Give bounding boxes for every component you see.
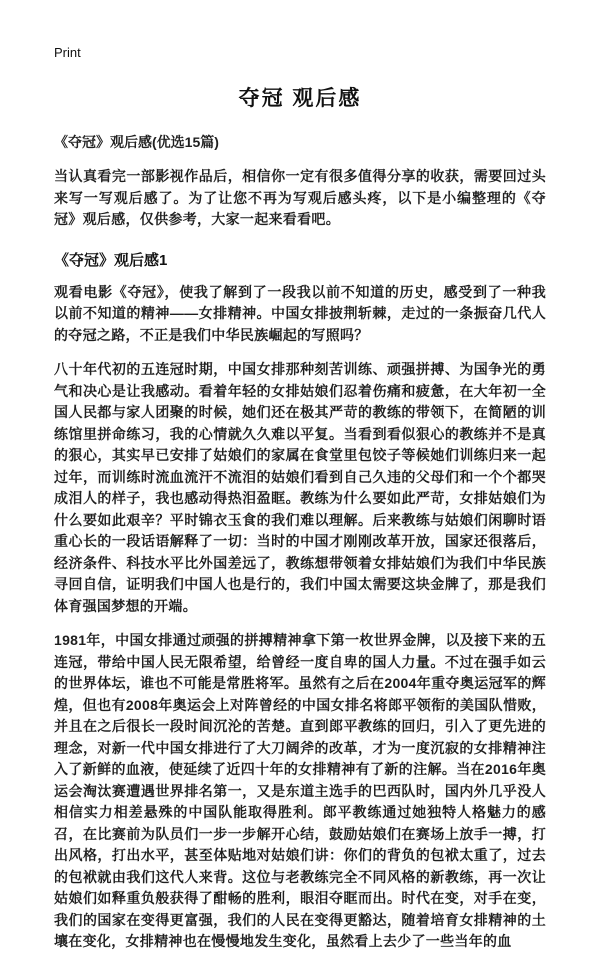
print-button[interactable]: Print [54, 45, 81, 60]
section-heading: 《夺冠》观后感1 [54, 251, 168, 269]
paragraph: 观看电影《夺冠》，使我了解到了一段我以前不知道的历史，感受到了一种我以前不知道的精神——女排精神。中国女排披荆斩棘，走过的一条振奋几代人的夺冠之路，不正是我们中华民族崛起的写照吗？ [54, 283, 546, 343]
paragraph: 八十年代初的五连冠时期，中国女排那种刻苦训练、顽强拼搏、为国争光的勇气和决心是让我感动。看着年轻的女排姑娘们忍着伤痛和疲惫，在大年初一全国人民都与家人团聚的时候，她们还在极其严苛的教练的带领下，在简陋的训练馆里拼命练习，我的心情就久久难以平复。当看到看似狠心的教练并不是真的狠心，其实早已安排了姑娘们的家属在食堂里包饺子等候她们训练归来一起过年，而训练时流血流汗不流泪的姑娘们看到自己久违的父母们和一个个都哭成泪人的样子，我也感动得热泪盈眶。教练为什么要如此严苛，女排姑娘们为什么要如此艰辛？平时锦衣玉食的我们难以理解。后来教练与姑娘们闲聊时语重心长的一段话语解释了一切：当时的中国才刚刚改革开放，国家还很落后，经济条件、科技水平比外国差远了，教练想带领着女排姑娘们为我们中华民族寻回自信，证明我们中国人也是行的，我们中国太需要这块金牌了，那是我们体育强国梦想的开端。 [54, 361, 546, 614]
page-title: 夺冠 观后感 [238, 87, 362, 110]
paragraph: 1981年，中国女排通过顽强的拼搏精神拿下第一枚世界金牌，以及接下来的五连冠，带给中国人民无限希望，给曾经一度自卑的国人力量。不过在强手如云的世界体坛，谁也不可能是常胜将军。虽然有之后在2004年重夺奥运冠军的辉煌，但也有2008年奥运会上对阵曾经的中国女排名将郎平领衔的美国队惜败，并且在之后很长一段时间沉沦的苦楚。直到郎平教练的回归，引入了更先进的理念，对新一代中国女排进行了大刀阔斧的改革，才为一度沉寂的女排精神注入了新鲜的血液，使延续了近四十年的女排精神有了新的注解。当在2016年奥运会淘汰赛遭遇世界排名第一，又是东道主选手的巴西队时，国内外几乎没人相信实力相差悬殊的中国队能取得胜利。郎平教练通过她独特人格魅力的感召，在比赛前为队员们一步一步解开心结，鼓励姑娘们在赛场上放手一搏，打出风格，打出水平，甚至体贴地对姑娘们讲：你们的背负的包袱太重了，过去的包袱就由我们这代人来背。这位与老教练完全不同风格的新教练，再一次让姑娘们如释重负般获得了酣畅的胜利，眼泪夺眶而出。时代在变，对手在变，我们的国家在变得更富强，我们的人民在变得更豁达，随着培育女排精神的土壤在变化，女排精神也在慢慢地发生变化，虽然看上去少了一些当年的血 [54, 632, 546, 949]
document-subtitle: 《夺冠》观后感(优选15篇) [54, 134, 219, 150]
intro-paragraph: 当认真看完一部影视作品后，相信你一定有很多值得分享的收获，需要回过头来写一写观后感了。为了让您不再为写观后感头疼，以下是小编整理的《夺冠》观后感，仅供参考，大家一起来看看吧。 [54, 168, 546, 227]
